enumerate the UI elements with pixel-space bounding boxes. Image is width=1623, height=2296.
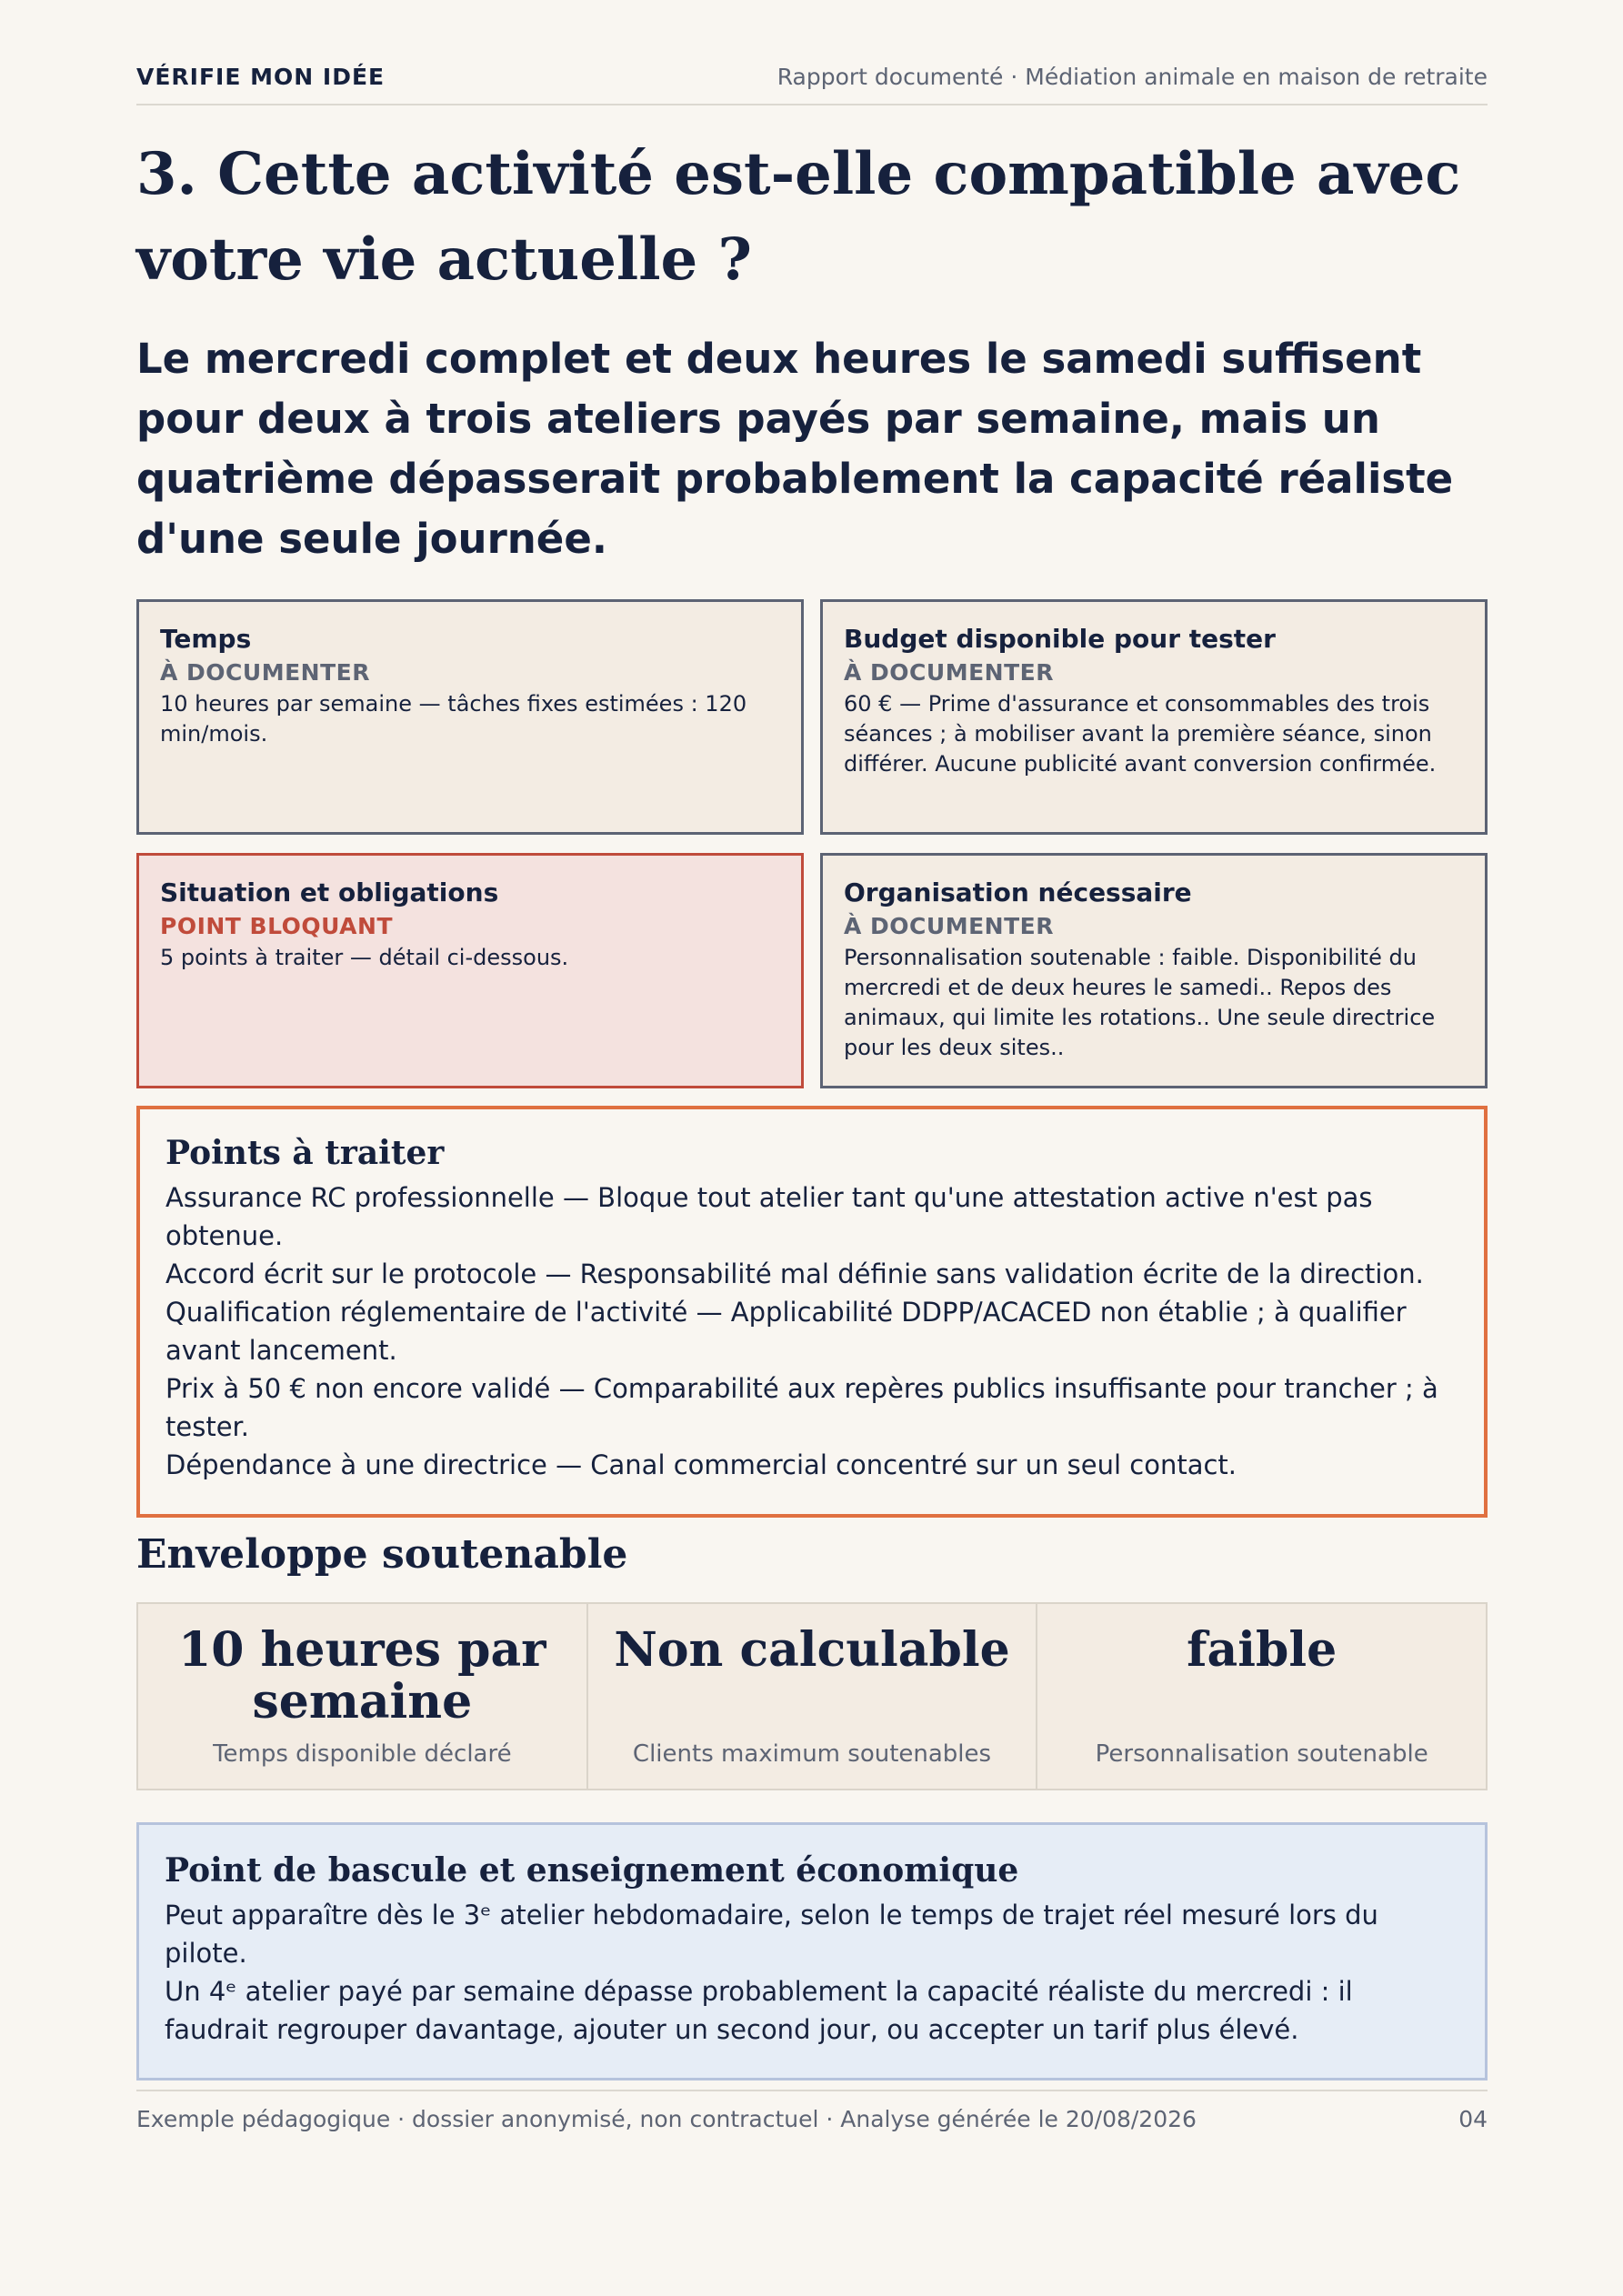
footer-note: Exemple pédagogique · dossier anonymisé, non contractuel · Analyse générée le 20/08/2026 [136,2106,1197,2132]
metric-temps [138,1604,588,1789]
card-text: Personnalisation soutenable : faible. Disponibilité du mercredi et de deux heures le samedi.. Repos des animaux, qui limite les rotations.. Une seule directrice pour les deux sites.. [844,945,1436,1060]
card-title: Budget disponible pour tester [844,624,1276,654]
bascule-paragraph: Un 4ᵉ atelier payé par semaine dépasse probablement la capacité réaliste du mercredi : il faudrait regrouper davantage, ajouter un second jour, ou accepter un tarif plus élevé. [165,1976,1353,2045]
card-title: Situation et obligations [160,877,499,907]
card-title: Temps [160,624,252,654]
page-header [136,62,1488,105]
page-number: 04 [1458,2106,1488,2132]
card-text: 10 heures par semaine — tâches fixes estimées : 120 min/mois. [160,691,747,747]
envelope-title: Enveloppe soutenable [136,1531,628,1578]
list-item: Qualification réglementaire de l'activité — Applicabilité DDPP/ACACED non établie ; à qualifier avant lancement. [165,1297,1407,1366]
list-item: Prix à 50 € non encore validé — Comparabilité aux repères publics insuffisante pour trancher ; à tester. [165,1373,1438,1442]
point-de-bascule-box [136,1822,1488,2080]
card-budget [820,599,1488,835]
card-status: POINT BLOQUANT [160,913,394,939]
report-subtitle: Rapport documenté · Médiation animale en maison de retraite [776,64,1488,90]
card-title: Organisation nécessaire [844,877,1192,907]
card-status: À DOCUMENTER [844,659,1054,686]
card-situation [136,853,804,1088]
metric-personnalisation [1037,1604,1486,1789]
card-temps [136,599,804,835]
metric-label: Clients maximum soutenables [632,1740,992,1768]
list-item: Dépendance à une directrice — Canal commercial concentré sur un seul contact. [165,1449,1237,1480]
metric-value: 10 heures par semaine [178,1622,546,1730]
bascule-paragraph: Peut apparaître dès le 3ᵉ atelier hebdomadaire, selon le temps de trajet réel mesuré lors du pilote. [165,1900,1378,1969]
envelope-metrics [136,1602,1488,1790]
list-item: Assurance RC professionnelle — Bloque tout atelier tant qu'une attestation active n'est pas obtenue. [165,1182,1373,1251]
card-status: À DOCUMENTER [160,659,370,686]
metric-value: Non calculable [614,1622,1010,1678]
list-item: Accord écrit sur le protocole — Responsabilité mal définie sans validation écrite de la direction. [165,1258,1424,1289]
card-text: 60 € — Prime d'assurance et consommables des trois séances ; à mobiliser avant la première séance, sinon différer. Aucune publicité avant conversion confirmée. [844,691,1437,777]
card-organisation [820,853,1488,1088]
brand-name: VÉRIFIE MON IDÉE [136,64,386,90]
metric-label: Temps disponible déclaré [213,1740,512,1768]
card-text: 5 points à traiter — détail ci-dessous. [160,945,569,970]
metric-value: faible [1187,1622,1337,1678]
metric-clients [588,1604,1038,1789]
metric-label: Personnalisation soutenable [1095,1740,1428,1768]
points-list [165,1178,1458,1484]
section-lead: Le mercredi complet et deux heures le samedi suffisent pour deux à trois ateliers payés par semaine, mais un quatrième dépasserait probablement la capacité réaliste d'une seule journée. [136,335,1454,563]
points-title: Points à traiter [165,1134,445,1172]
section-title: 3. Cette activité est-elle compatible avec votre vie actuelle ? [136,140,1461,294]
bascule-title: Point de bascule et enseignement économique [165,1851,1019,1890]
page-footer [136,2090,1488,2135]
card-status: À DOCUMENTER [844,913,1054,939]
points-a-traiter-box [136,1106,1488,1518]
